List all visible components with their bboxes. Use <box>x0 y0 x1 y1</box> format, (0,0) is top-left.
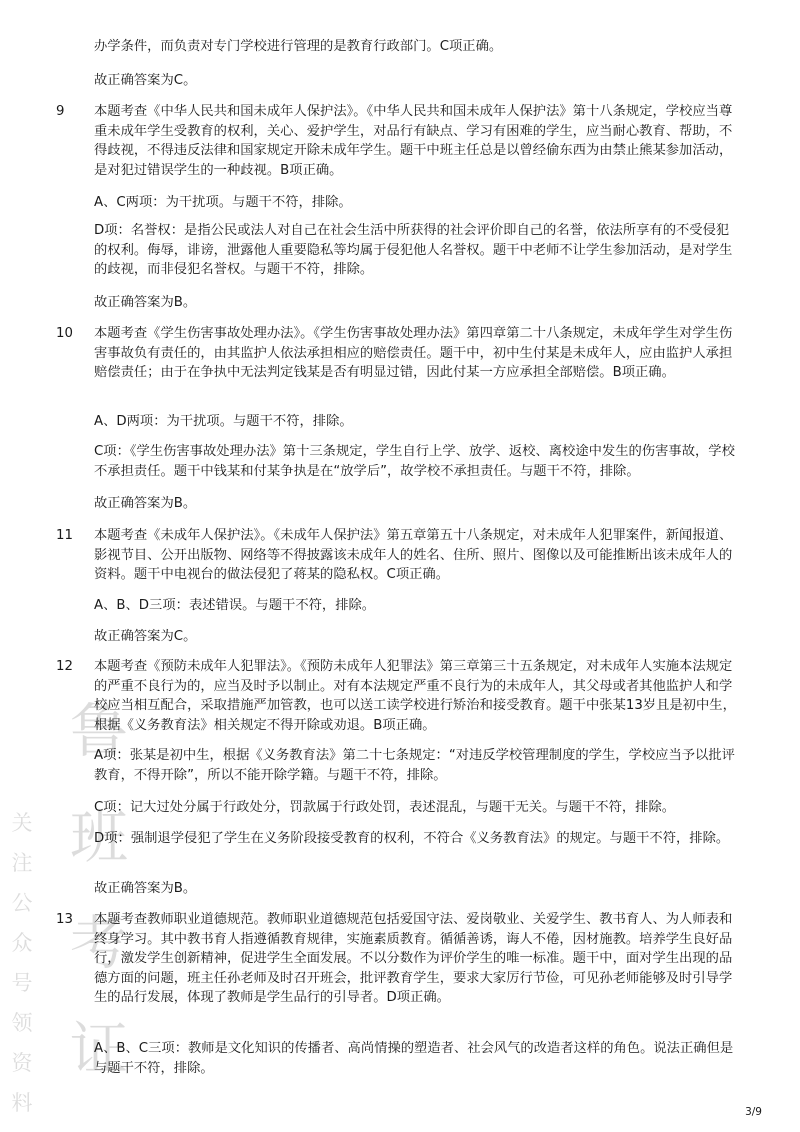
paragraph: D项：强制退学侵犯了学生在义务阶段接受教育的权利，不符合《义务教育法》的规定。与题干不符，排除。 <box>94 831 730 846</box>
watermark-char: 鲁 <box>69 697 128 765</box>
page-number: 3/9 <box>745 1106 762 1118</box>
paragraph: C项：《学生伤害事故处理办法》第十三条规定，学生自行上学、放学、返校、离校途中发生的伤害事故，学校不承担责任。题干中钱某和付某争执是在“放学后”，故学校不承担责任。与题干不符，排除。 <box>94 444 735 479</box>
watermark-char: 证 <box>69 1015 128 1083</box>
question-number: 9 <box>56 104 65 119</box>
paragraph: A项：张某是初中生，根据《义务教育法》第二十七条规定：“对违反学校管理制度的学生，学校应当予以批评教育，不得开除”，所以不能开除学籍。与题干不符，排除。 <box>94 748 735 783</box>
answer-line: 故正确答案为B。 <box>94 496 197 511</box>
paragraph: D项：名誉权：是指公民或法人对自己在社会生活中所获得的社会评价即自己的名誉，依法所享有的不受侵犯的权利。侮辱，诽谤，泄露他人重要隐私等均属于侵犯他人名誉权。题干中老师不让学生参加活动，是对学生的歧视，而非侵犯名誉权。与题干不符，排除。 <box>94 223 733 277</box>
question-number: 12 <box>56 659 73 674</box>
question-number: 11 <box>56 528 73 543</box>
watermark-char: 号 <box>11 971 33 995</box>
paragraph: A、B、D三项：表述错误。与题干不符，排除。 <box>94 598 376 613</box>
question-number: 10 <box>56 326 73 341</box>
question-number: 13 <box>56 912 73 927</box>
watermark-char: 注 <box>11 851 33 875</box>
watermark-char: 考 <box>69 909 128 977</box>
paragraph: A、D两项：为干扰项。与题干不符，排除。 <box>94 414 353 429</box>
paragraph: 本题考查《中华人民共和国未成年人保护法》。《中华人民共和国未成年人保护法》第十八条规定，学校应当尊重未成年学生受教育的权利，关心、爱护学生，对品行有缺点、学习有困难的学生，应当耐心教育、帮助，不得歧视，不得违反法律和国家规定开除未成年学生。题干中班主任总是以曾经偷东西为由禁止熊某参加活动，是对犯过错误学生的一种歧视。B项正确。 <box>94 104 733 178</box>
paragraph: 本题考查教师职业道德规范。教师职业道德规范包括爱国守法、爱岗敬业、关爱学生、教书育人、为人师表和终身学习。其中教书育人指遵循教育规律，实施素质教育。循循善诱，诲人不倦，因材施教。培养学生良好品行，激发学生创新精神，促进学生全面发展。不以分数作为评价学生的唯一标准。题干中，面对学生出现的品德方面的问题，班主任孙老师及时召开班会，批评教育学生，要求大家厉行节俭，可见孙老师能够及时引导学生的品行发展，体现了教师是学生品行的引导者。D项正确。 <box>94 912 733 1005</box>
paragraph: A、C两项：为干扰项。与题干不符，排除。 <box>94 195 352 210</box>
answer-line: 故正确答案为B。 <box>94 295 197 310</box>
watermark-char: 关 <box>11 811 33 835</box>
watermark-char: 班 <box>69 803 128 871</box>
watermark-char: 公 <box>11 891 33 915</box>
paragraph: 本题考查《预防未成年人犯罪法》。《预防未成年人犯罪法》第三章第三十五条规定，对未成年人实施本法规定的严重不良行为的，应当及时予以制止。对有本法规定严重不良行为的未成年人，其父母或者其他监护人和学校应当相互配合，采取措施严加管教，也可以送工读学校进行矫治和接受教育。题干中张某13岁且是初中生，根据《义务教育法》相关规定不得开除或劝退。B项正确。 <box>94 659 736 733</box>
watermark-char: 众 <box>11 931 33 955</box>
watermark-char: 领 <box>11 1011 33 1035</box>
paragraph: 本题考查《学生伤害事故处理办法》。《学生伤害事故处理办法》第四章第二十八条规定，未成年学生对学生伤害事故负有责任的，由其监护人依法承担相应的赔偿责任。题干中，初中生付某是未成年人，应由监护人承担赔偿责任；由于在争执中无法判定钱某是否有明显过错，因此付某一方应承担全部赔偿。B项正确。 <box>94 326 733 380</box>
answer-line: 故正确答案为B。 <box>94 881 197 896</box>
paragraph: C项：记大过处分属于行政处分，罚款属于行政处罚，表述混乱，与题干无关。与题干不符，排除。 <box>94 800 676 815</box>
paragraph: A、B、C三项：教师是文化知识的传播者、高尚情操的塑造者、社会风气的改造者这样的角色。说法正确但是与题干不符，排除。 <box>94 1041 734 1076</box>
paragraph: 办学条件，而负责对专门学校进行管理的是教育行政部门。C项正确。 <box>94 39 503 54</box>
answer-line: 故正确答案为C。 <box>94 73 197 88</box>
paragraph: 本题考查《未成年人保护法》。《未成年人保护法》第五章第五十八条规定，对未成年人犯罪案件，新闻报道、影视节目、公开出版物、网络等不得披露该未成年人的姓名、住所、照片、图像以及可能推断出该未成年人的资料。题干中电视台的做法侵犯了蒋某的隐私权。C项正确。 <box>94 528 733 582</box>
watermark-char: 料 <box>11 1091 33 1115</box>
watermark-char: 资 <box>11 1051 33 1075</box>
answer-line: 故正确答案为C。 <box>94 629 197 644</box>
